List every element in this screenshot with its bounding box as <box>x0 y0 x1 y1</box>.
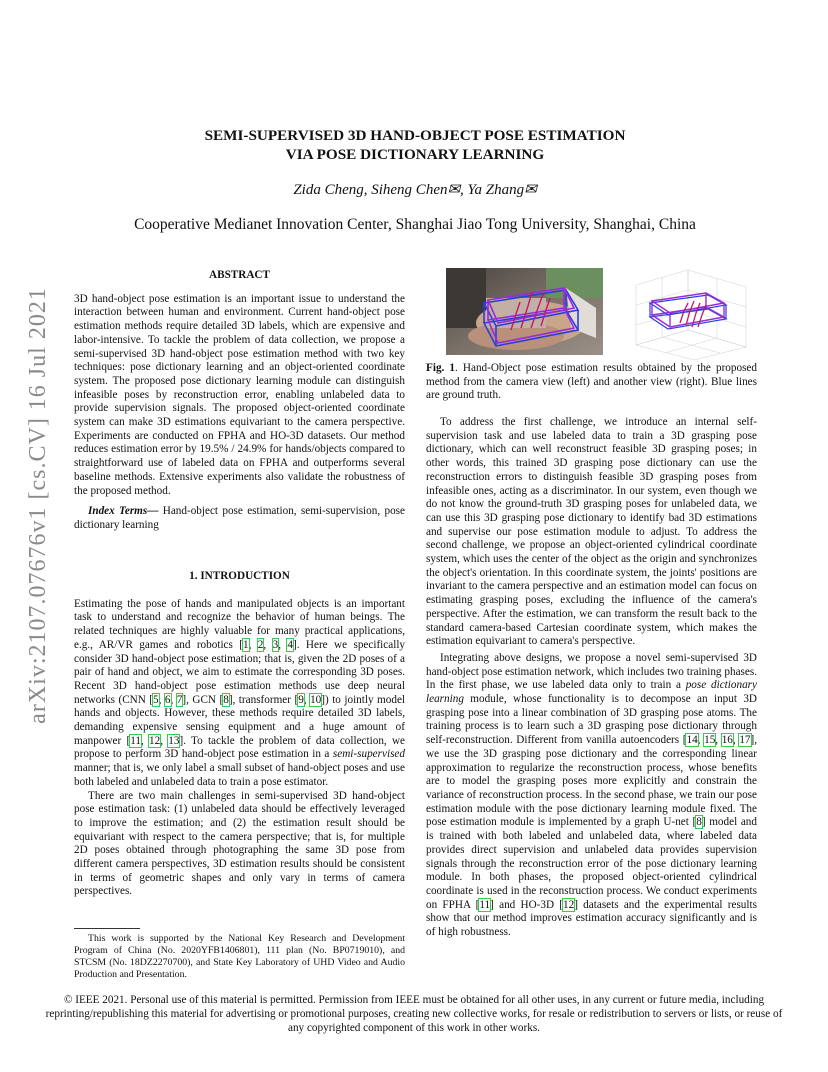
title-line-1: SEMI-SUPERVISED 3D HAND-OBJECT POSE ESTIMATION <box>204 127 626 144</box>
citation-link[interactable]: 5 <box>153 693 159 706</box>
figure-caption-text: . Hand-Object pose estimation results obtained by the proposed method from the camera view (left) and another view (right). Blue lines are ground truth. <box>426 362 757 402</box>
citation-link[interactable]: 11 <box>130 734 141 747</box>
title-line-2: VIA POSE DICTIONARY LEARNING <box>285 146 545 163</box>
citation-link[interactable]: 15 <box>704 734 716 747</box>
arxiv-identifier: arXiv:2107.07676v1 [cs.CV] 16 Jul 2021 <box>24 286 51 724</box>
figure-camera-view-image <box>446 268 603 355</box>
introduction-heading: 1. INTRODUCTION <box>189 570 290 582</box>
abstract-heading: ABSTRACT <box>209 269 270 281</box>
affiliation: Cooperative Medianet Innovation Center, Shanghai Jiao Tong University, Shanghai, China <box>134 216 696 233</box>
authors: Zida Cheng, Siheng Chen✉, Ya Zhang✉ <box>293 182 537 198</box>
figure-another-view-plot <box>628 265 754 360</box>
citation-link[interactable]: 11 <box>479 898 491 911</box>
figure-label: Fig. 1 <box>426 362 456 374</box>
copyright-notice: © IEEE 2021. Personal use of this material is permitted. Permission from IEEE must be obtained for all other uses, in any current or future media, including reprinting/republishing this material for advertising or promotional purposes, creating new collective works, for resale or redistribution to servers or lists, or reuse of any copyrighted component of this work in other works. <box>45 994 783 1034</box>
index-terms-label: Index Terms— <box>88 505 159 518</box>
citation-link[interactable]: 8 <box>696 816 702 829</box>
right-column-body <box>426 416 757 940</box>
citation-link[interactable]: 3 <box>272 638 279 651</box>
abstract-text: 3D hand-object pose estimation is an important issue to understand the interaction between human and environment. Current hand-object pose estimation methods require detailed 3D labels, which are expensive and labor-intensive. To tackle the problem of data collection, we propose a semi-supervised 3D hand-object pose estimation method with two key techniques: pose dictionary learning and an object-oriented coordinate system. The proposed pose dictionary learning module can distinguish infeasible poses by reconstruction error, enabling unlabeled data to provide supervision signals. The proposed object-oriented coordinate system can make 3D estimations equivariant to the camera perspective. Experiments are conducted on FPHA and HO-3D datasets. Our method reduces estimation error by 19.5% / 24.9% for hands/objects compared to straightforward use of labeled data on FPHA and outperforms several baseline methods. Extensive experiments also validate the robustness of the proposed method. <box>74 292 405 497</box>
introduction-section <box>74 570 405 899</box>
citation-link[interactable]: 17 <box>739 734 751 747</box>
right-paragraph-1: To address the first challenge, we introduce an internal self-supervision task and use labeled data to train a 3D grasping pose dictionary, which can well reconstruct feasible 3D grasping poses; in other words, this trained 3D grasping pose dictionary can use the reconstruction errors to distinguish feasible 3D grasping poses from infeasible ones, acting as a discriminator. In our system, even though we do not know the ground-truth 3D grasping poses for unlabeled data, we can use this 3D grasping pose dictionary to identify bad 3D estimations and supervise our pose estimation module to adjust. To address the second challenge, we propose an object-oriented cylindrical coordinate system, which uses the center of the object as the origin and synchronizes the object's orientation. In this coordinate system, the joints' positions are invariant to the camera perspective and an estimation model can focus on estimating grasping poses, excluding the influence of the camera's perspective. After the estimation, we can transform the result back to the standard camera-based Cartesian coordinate system, which makes the estimation equivariant to camera's perspective. <box>426 416 757 648</box>
intro-paragraph-2: There are two main challenges in semi-supervised 3D hand-object pose estimation task: (1) unlabeled data should be effectively leveraged to improve the estimation; and (2) the estimation result should be equivariant with respect to the camera perspective; that is, for multiple 2D poses obtained through photographing the same 3D pose from different camera perspectives, 3D estimation results should be consistent in terms of geometric shapes and only vary in terms of camera perspectives. <box>74 789 405 898</box>
footnote-rule <box>74 928 140 929</box>
citation-link[interactable]: 7 <box>176 693 183 706</box>
citation-link[interactable]: 14 <box>686 734 698 747</box>
citation-link[interactable]: 2 <box>257 638 264 651</box>
citation-link[interactable]: 9 <box>298 693 304 706</box>
footnote: This work is supported by the National Key Research and Development Program of China (No. 2020YFB1406801), 111 plan (No. BP0719010), and STCSM (No. 18DZ2270700), and State Key Laboratory of UHD Video and Audio Production and Presentation. <box>74 933 405 980</box>
citation-link[interactable]: 10 <box>310 693 322 706</box>
figure-caption <box>426 362 757 403</box>
right-paragraph-2: Integrating above designs, we propose a novel semi-supervised 3D hand-object pose estimation network, which includes two training phases. In the first phase, we use labeled data only to train a pose dictionary learning module, whose functionality is to decompose an input 3D grasping pose into a linear combination of 3D grasping pose atoms. The training process is to learn such a 3D grasping pose dictionary through self-reconstruction. Different from vanilla autoencoders [14, 15, 16, 17], we use the 3D grasping pose dictionary and the corresponding linear approximation to regularize the reconstruction process, whose benefits are to model the grasping poses more explicitly and constrain the variance of reconstruction process. In the second phase, we train our pose estimation module with the pose dictionary learning module fixed. The pose estimation module is implemented by a graph U-net [8] model and is trained with both labeled and unlabeled data, where labeled data provides direct supervision and unlabeled data provides supervision signals through the reconstruction error of the pose dictionary learning module. In both phases, the proposed object-oriented cylindrical coordinate is used in the reconstruction process. We conduct experiments on FPHA [11] and HO-3D [12] datasets and the experimental results show that our method improves estimation accuracy significantly and is of high robustness. <box>426 651 758 939</box>
citation-link[interactable]: 12 <box>563 898 575 911</box>
citation-link[interactable]: 13 <box>168 734 180 747</box>
intro-paragraph-1: Estimating the pose of hands and manipulated objects is an important task to understand and recognize the behavior of human beings. The related techniques are highly valuable for many practical applications, e.g., AR/VR games and robotics [1, 2, 3, 4]. Here we specifically consider 3D hand-object pose estimation; that is, given the 2D poses of a pair of hand and object, we aim to estimate the corresponding 3D poses. Recent 3D hand-object pose estimation methods use deep neural networks (CNN [5, 6, 7], GCN [8], transformer [9, 10]) to jointly model hands and objects. However, these methods require detailed 3D labels, demanding expensive sensing equipment and a huge amount of manpower [11, 12, 13]. To tackle the problem of data collection, we propose to perform 3D hand-object pose estimation in a semi-supervised manner; that is, we only label a small subset of hand-object poses and use both labeled and unlabeled data to train a pose estimator. <box>74 597 406 788</box>
paper-title <box>100 126 730 164</box>
citation-link[interactable]: 1 <box>243 638 249 651</box>
citation-link[interactable]: 6 <box>164 693 171 706</box>
abstract-section <box>74 269 405 533</box>
citation-link[interactable]: 8 <box>223 693 229 706</box>
index-terms-text: Hand-object pose estimation, semi-supervision, pose dictionary learning <box>74 505 405 531</box>
citation-link[interactable]: 12 <box>149 734 161 747</box>
citation-link[interactable]: 16 <box>721 734 733 747</box>
citation-link[interactable]: 4 <box>287 638 293 651</box>
index-terms <box>74 505 405 532</box>
